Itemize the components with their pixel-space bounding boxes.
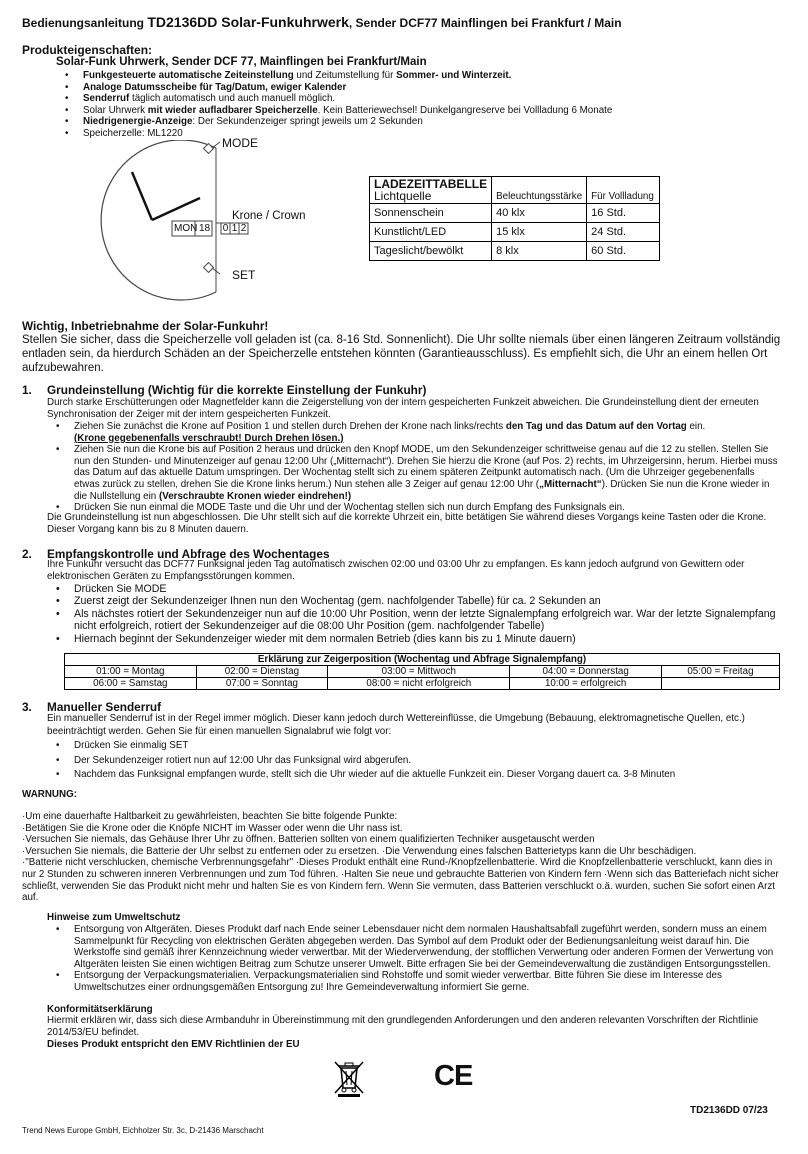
day-display: MON bbox=[174, 223, 198, 234]
footer-code: TD2136DD 07/23 bbox=[690, 1105, 768, 1116]
crown-label: Krone / Crown bbox=[232, 210, 306, 222]
s3-list bbox=[47, 740, 779, 782]
props-item: • Niedrigenergie-Anzeige: Der Sekundenzeiger springt jeweils um 2 Sekunden bbox=[56, 116, 776, 128]
s2-step: • Als nächstes rotiert der Sekundenzeiger nun auf die 10:00 Uhr Position, wenn der letzte Signalempfang erfolgreich war. War der letzte Signalempfang nicht erfolgreich, rotiert der Sekundenzeiger auf die 08:00 Uhr Position (gem. nachfolgender Tabelle) bbox=[47, 608, 779, 633]
konf-emv: Dieses Produkt entspricht den EMV Richtlinien der EU bbox=[47, 1039, 300, 1050]
s3-title: Manueller Senderruf bbox=[47, 700, 162, 714]
s2-list bbox=[47, 583, 779, 645]
zeiger-row: 01:00 = Montag 02:00 = Dienstag 03:00 = Mittwoch 04:00 = Donnerstag 05:00 = Freitag bbox=[65, 666, 780, 678]
props-item: • Funkgesteuerte automatische Zeiteinstellung und Zeitumstellung für Sommer- und Winterzeit. bbox=[56, 70, 776, 82]
props-item: • Speicherzelle: ML1220 bbox=[56, 128, 776, 140]
s3-number: 3. bbox=[22, 700, 32, 714]
s1-outro: Die Grundeinstellung ist nun abgeschlossen. Die Uhr stellt sich auf die korrekte Uhrzeit ein, bitte betätigen Sie während dieses Vorgangs keine Tasten oder die Krone. Dieser Vorgang kann bis zu 8 Minuten dauern. bbox=[47, 512, 767, 535]
s1-step: • Ziehen Sie nun die Krone bis auf Position 2 heraus und drücken den Knopf MODE, um den Sekundenzeiger schrittweise genau auf die 12 zu stellen. Stellen Sie nun den Stunden- und Minutenzeiger auf genau 12:00 Uhr („Mitternacht“). Drehen Sie hierzu die Krone (auf Pos. 2) rechts, im Uhrzeigersinn, herum. Hierbei muss das Datum auf das aktuelle Datum umspringen. Der Wochentag stellt sich zu einem späteren Zeitpunkt automatisch nach. (Um die Uhrzeiger gegebenenfalls etwas zurück zu stellen, drehen Sie die Krone links herum.) Nun stehen alle 3 Zeiger auf genau 12:00 Uhr („Mitternacht“). Drücken Sie nun die Krone wieder in die Nullstellung ein (Verschraubte Kronen wieder eindrehen!) bbox=[47, 444, 779, 502]
zeiger-row: 06:00 = Samstag 07:00 = Sonntag 08:00 = nicht erfolgreich 10:00 = erfolgreich bbox=[65, 678, 780, 690]
mode-label: MODE bbox=[222, 136, 258, 150]
crown-pos-0: 0 bbox=[222, 223, 229, 234]
s1-intro: Durch starke Erschütterungen oder Magnetfelder kann die Zeigerstellung von der intern gespeicherten Funkzeit abweichen. Die Grundeinstellung dient der erneuten Synchronisation der Zeiger mit der intern gespeicherten Funkzeit. bbox=[47, 397, 759, 420]
warn-line: ·Um eine dauerhafte Haltbarkeit zu gewährleisten, beachten Sie bitte folgende Punkte: bbox=[22, 811, 398, 822]
lade-row: Tageslicht/bewölkt 8 klx 60 Std. bbox=[370, 242, 660, 261]
s2-title: Empfangskontrolle und Abfrage des Wochentages bbox=[47, 547, 330, 561]
minute-hand bbox=[152, 198, 200, 220]
set-label: SET bbox=[232, 268, 256, 282]
set-button-icon bbox=[204, 263, 214, 273]
lade-col-illum: Beleuchtungsstärke bbox=[492, 177, 587, 204]
lade-header-row bbox=[370, 177, 660, 204]
warn-line: ·Versuchen Sie niemals, die Batterie der Uhr selbst zu entfernen oder zu ersetzen. ·Die Verwendung eines falschen Batterietyps kann die Uhr beschädigen. bbox=[22, 845, 697, 857]
umwelt-title: Hinweise zum Umweltschutz bbox=[47, 912, 181, 923]
s1-step: • Drücken Sie nun einmal die MODE Taste und die Uhr und der Wochentag stellen sich nun durch Empfang des Funksignals ein. bbox=[47, 502, 779, 514]
s3-step: • Nachdem das Funksignal empfangen wurde, stellt sich die Uhr wieder auf die aktuelle Funkzeit ein. Dieser Vorgang dauert ca. 3-8 Minuten bbox=[47, 769, 779, 782]
header-suffix: , Sender DCF77 Mainflingen bei Frankfurt / Main bbox=[348, 16, 622, 30]
props-title: Produkteigenschaften: bbox=[22, 43, 153, 57]
ce-mark-icon: CE bbox=[434, 1060, 473, 1092]
props-subtitle: Solar-Funk Uhrwerk, Sender DCF 77, Mainflingen bei Frankfurt/Main bbox=[56, 56, 427, 68]
warn-line: ·Betätigen Sie die Krone oder die Knöpfe NICHT im Wasser oder wenn die Uhr nass ist. bbox=[22, 822, 403, 834]
s3-intro: Ein manueller Senderruf ist in der Regel immer möglich. Dieser kann jedoch durch Wettereinflüsse, die Umgebung (Bebauung, elektromagnetische Quellen, etc.) beeinträchtigt werden. Gehen Sie für einen manuellen Signalabruf wie folgt vor: bbox=[47, 713, 745, 737]
warn-line: ·Versuchen Sie niemals, das Gehäuse Ihrer Uhr zu öffnen. Batterien sollten von einem qualifizierten Techniker ausgetauscht werden bbox=[22, 834, 595, 846]
weee-bin-icon bbox=[332, 1058, 366, 1098]
warn-body bbox=[22, 811, 782, 904]
s1-number: 1. bbox=[22, 383, 32, 397]
props-item: • Solar Uhrwerk mit wieder aufladbarer Speicherzelle. Kein Batteriewechsel! Dunkelgangreserve bei Vollladung 6 Monate bbox=[56, 105, 776, 117]
wichtig-text: Stellen Sie sicher, dass die Speicherzelle voll geladen ist (ca. 8-16 Std. Sonnenlicht). Die Uhr sollte niemals über einen längeren Zeitraum vollständig entladen sein, da hierdurch Schäden an der Speicherzelle entstehen könnten (Garantieausschluss). Es empfiehlt sich, die Uhr an einem hellen Ort aufzubewahren. bbox=[22, 334, 781, 374]
footer-company: Trend News Europe GmbH, Eichholzer Str. 3c, D-21436 Marschacht bbox=[22, 1126, 264, 1135]
mode-button-icon bbox=[204, 144, 214, 154]
lade-title: LADEZEITTABELLE bbox=[374, 177, 488, 191]
lade-col-source: Lichtquelle bbox=[374, 189, 432, 203]
zeiger-title: Erklärung zur Zeigerposition (Wochentag und Abfrage Signalempfang) bbox=[65, 654, 780, 666]
s2-step: • Drücken Sie MODE bbox=[47, 583, 779, 595]
umwelt-item: • Entsorgung der Verpackungsmaterialien. Verpackungsmaterialien sind Rohstoffe und somit wieder verwertbar. Bitte führen Sie diese im Interesse des Umweltschutzes einer ordnungsgemäßen Entsorgung zu! Ihre Gemeindeverwaltung informiert Sie gerne. bbox=[47, 970, 782, 993]
konf-title: Konformitätserklärung bbox=[47, 1004, 153, 1015]
warn-title: WARNUNG: bbox=[22, 789, 77, 800]
lade-row: Sonnenschein 40 klx 16 Std. bbox=[370, 204, 660, 223]
warn-line: ·"Batterie nicht verschlucken, chemische Verbrennungsgefahr" ·Dieses Produkt enthält eine Rund-/Knopfzellenbatterie. Wird die Knopfzellenbatterie verschluckt, kann dies in nur 2 Stunden zu schweren inneren Verbrennungen und zum Tod führen. ·Halten Sie neue und gebrauchte Batterien von Kindern fern ·Wenn sich das Batteriefach nicht sicher schließt, verwenden Sie das Produkt nicht mehr und halten Sie es von Kindern fern. Wenn Sie vermuten, dass Batterien verschluckt o.ä. wurden, suchen Sie sofort einen Arzt auf. bbox=[22, 857, 779, 904]
s1-title: Grundeinstellung (Wichtig für die korrekte Einstellung der Funkuhr) bbox=[47, 383, 427, 397]
date-display: 18 bbox=[198, 223, 211, 234]
umwelt-list bbox=[47, 924, 782, 994]
zeiger-table bbox=[64, 653, 780, 690]
mode-leader bbox=[212, 142, 220, 148]
crown-pos-2: 2 bbox=[240, 223, 247, 234]
lade-table bbox=[369, 176, 660, 261]
props-item: • Analoge Datumsscheibe für Tag/Datum, ewiger Kalender bbox=[56, 82, 776, 94]
header-prefix: Bedienungsanleitung bbox=[22, 16, 145, 30]
s2-number: 2. bbox=[22, 547, 32, 561]
konf-text: Hiermit erklären wir, dass sich diese Armbanduhr in Übereinstimmung mit den grundlegenden Anforderungen und den anderen relevanten Vorschriften der Richtlinie 2014/53/EU befindet. bbox=[47, 1015, 759, 1038]
lade-col-full: Für Vollladung bbox=[587, 177, 660, 204]
watch-case-outline bbox=[101, 140, 216, 300]
zeiger-title-row bbox=[65, 654, 780, 666]
umwelt-item: • Entsorgung von Altgeräten. Dieses Produkt darf nach Ende seiner Lebensdauer nicht dem normalen Haushaltsabfall zugeführt werden, sondern muss an einem Sammelpunkt für Recycling von elektrischen Geräten abgegeben werden. Das Symbol auf dem Produkt oder der Bedienungsanleitung weist darauf hin. Die Werkstoffe sind gemäß ihrer Kennzeichnung wieder verwertbar. Mit der Wiederverwendung, der stofflichen Verwertung oder anderen Formen der Verwertung von Altgeräten leisten Sie einen wichtigen Beitrag zum Schutze unserer Umwelt. Bitte erfragen Sie bei der Gemeindeverwaltung die zuständigen Entsorgungsstellen. bbox=[47, 924, 782, 970]
props-item: • Senderruf täglich automatisch und auch manuell möglich. bbox=[56, 93, 776, 105]
header-model: TD2136DD Solar-Funkuhrwerk bbox=[147, 14, 349, 30]
s1-list bbox=[47, 421, 779, 514]
s3-step: • Der Sekundenzeiger rotiert nun auf 12:00 Uhr das Funksignal wird abgerufen. bbox=[47, 755, 779, 768]
s2-step: • Zuerst zeigt der Sekundenzeiger Ihnen nun den Wochentag (gem. nachfolgender Tabelle) für ca. 2 Sekunden an bbox=[47, 595, 779, 607]
s3-step: • Drücken Sie einmalig SET bbox=[47, 740, 779, 753]
wichtig-title: Wichtig, Inbetriebnahme der Solar-Funkuhr! bbox=[22, 319, 269, 333]
crown-pos-1: 1 bbox=[231, 223, 238, 234]
lade-row: Kunstlicht/LED 15 klx 24 Std. bbox=[370, 223, 660, 242]
s2-intro: Ihre Funkuhr versucht das DCF77 Funksignal jeden Tag automatisch zwischen 02:00 und 03:00 Uhr zu empfangen. Es kann jedoch aufgrund von Gewittern oder elektronischen Geräten zu Empfangsstörungen kommen. bbox=[47, 559, 745, 582]
document-header bbox=[22, 14, 622, 30]
s2-step: • Hiernach beginnt der Sekundenzeiger wieder mit dem normalen Betrieb (dies kann bis zu 1 Minute dauern) bbox=[47, 633, 779, 645]
s1-step: • Ziehen Sie zunächst die Krone auf Position 1 und stellen durch Drehen der Krone nach links/rechts den Tag und das Datum auf den Vortag ein. (Krone gegebenenfalls verschraubt! Durch Drehen lösen.) bbox=[47, 421, 779, 444]
hour-hand bbox=[132, 172, 152, 220]
props-list bbox=[56, 70, 776, 140]
